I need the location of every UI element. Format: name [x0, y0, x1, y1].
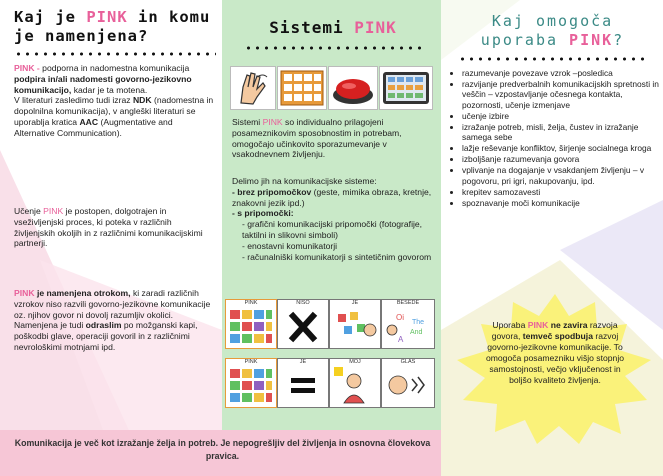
benefit-item: • spoznavanje moči komunikacije: [462, 198, 662, 208]
benefit-item: • lažje reševanje konfliktov, širjenje socialnega kroga: [462, 143, 662, 153]
communication-book-image: [277, 66, 327, 110]
symbol-card-pink-1: [225, 299, 277, 349]
symbol-card-niso: [277, 299, 329, 349]
middle-title: Sistemi PINK: [269, 18, 397, 37]
symbol-card-glas: [381, 358, 435, 408]
symbol-card-label: PINK: [244, 300, 258, 306]
benefit-item: • vplivanje na dogajanje v vsakdanjem življenju – v pogovoru, pri igri, nakupovanju, ipd.: [462, 165, 662, 186]
benefit-item: • učenje izbire: [462, 111, 662, 121]
middle-paragraph-2: Delimo jih na komunikacijske sisteme: - brez pripomočkov (geste, mimika obraza, kretnje, znakovni jezik ipd.) - s pripomočki: - grafični komunikacijski pripomočki (fotografije, taktilni in slikovni simboli) - enostavni komunikatorji - računalniški komunikatorji s sintetičnim govorom: [232, 176, 432, 262]
benefit-item: • izboljšanje razumevanja govora: [462, 154, 662, 164]
middle-paragraph-1: Sistemi PINK so individualno prilagojeni posameznikovim sposobnostim in potrebam, omogočajo učinkovito sporazumevanje v vsakodnevnem življenju.: [232, 117, 402, 160]
benefit-item: • izražanje potreb, misli, želja, čustev in izražanje samega sebe: [462, 122, 662, 143]
symbol-card-pink-2: [225, 358, 277, 408]
benefit-item: • razumevanje povezave vzrok –posledica: [462, 68, 662, 78]
symbol-card-je: [329, 299, 381, 349]
benefit-item: • razvijanje predverbalnih komunikacijskih spretnosti in veščin – vzpostavljanje očesnega kontakta, pozornosti, učenje izmenjave: [462, 79, 662, 110]
sign-hand-image: [230, 66, 276, 110]
right-dot-divider: [458, 57, 648, 61]
left-title: Kaj je PINK in komu je namenjena?: [14, 8, 211, 45]
benefits-list: [452, 68, 662, 209]
symbol-card-label: BESEDE: [396, 300, 420, 306]
svg-text:Oi: Oi: [396, 313, 404, 322]
svg-text:And: And: [410, 329, 423, 336]
svg-text:The: The: [412, 319, 425, 326]
symbol-card-moj: [329, 358, 381, 408]
starburst-text: Uporaba PINK ne zavira razvoja govora, temveč spodbuja razvoj govorno-jezikovne komunikacije. To omogoča posamezniku višjo stopnjo samostojnosti, večjo vključenost in boljšo kvaliteto življenja.: [485, 320, 625, 385]
left-paragraph-1: PINK - podporna in nadomestna komunikacija podpira in/ali nadomesti govorno-jezikovno komunikacijo, kadar je ta motena. V literaturi zasledimo tudi izraz NDK (nadomestna in dopolnilna komunikacija), v angleški literaturi se uporablja kratica AAC (Augmentative and Alternative Communication).: [14, 63, 214, 138]
symbol-card-label: JE: [351, 300, 359, 306]
right-title: Kaj omogoča uporaba PINK?: [480, 12, 625, 49]
benefit-item: • krepitev samozavesti: [462, 187, 662, 197]
left-dot-divider: [14, 52, 216, 56]
svg-text:A: A: [398, 335, 404, 344]
symbol-card-label: JE: [299, 359, 307, 365]
symbol-card-label: MOJ: [349, 359, 361, 365]
footer-text: Komunikacija je več kot izražanje želja in potreb. Je nepogrešljiv del življenja in osnovna človekova pravica.: [14, 438, 431, 461]
symbol-card-besede: [381, 299, 435, 349]
symbol-card-label: NISO: [296, 300, 310, 306]
middle-dot-divider: [244, 46, 424, 50]
symbol-card-label: GLAS: [400, 359, 416, 365]
left-paragraph-2: Učenje PINK je postopen, dolgotrajen in vseživljenjski proces, ki poteka v različnih življenjskih okoljih in z različnimi komunikacijskimi partnerji.: [14, 206, 203, 249]
left-paragraph-3: PINK je namenjena otrokom, ki zaradi različnih vzrokov niso razvili govorno-jezikovne komunikacije oz. njihov govor ni dovolj razumljiv okolici. Namenjena je tudi odraslim po možganski kapi, poškodbi glave, operaciji govoril in z različnimi nevrološkimi motnjami ipd.: [14, 288, 211, 352]
big-button-communicator-image: [328, 66, 378, 110]
symbol-card-je-2: [277, 358, 329, 408]
tablet-communicator-image: [379, 66, 433, 110]
symbol-card-label: PINK: [244, 359, 258, 365]
